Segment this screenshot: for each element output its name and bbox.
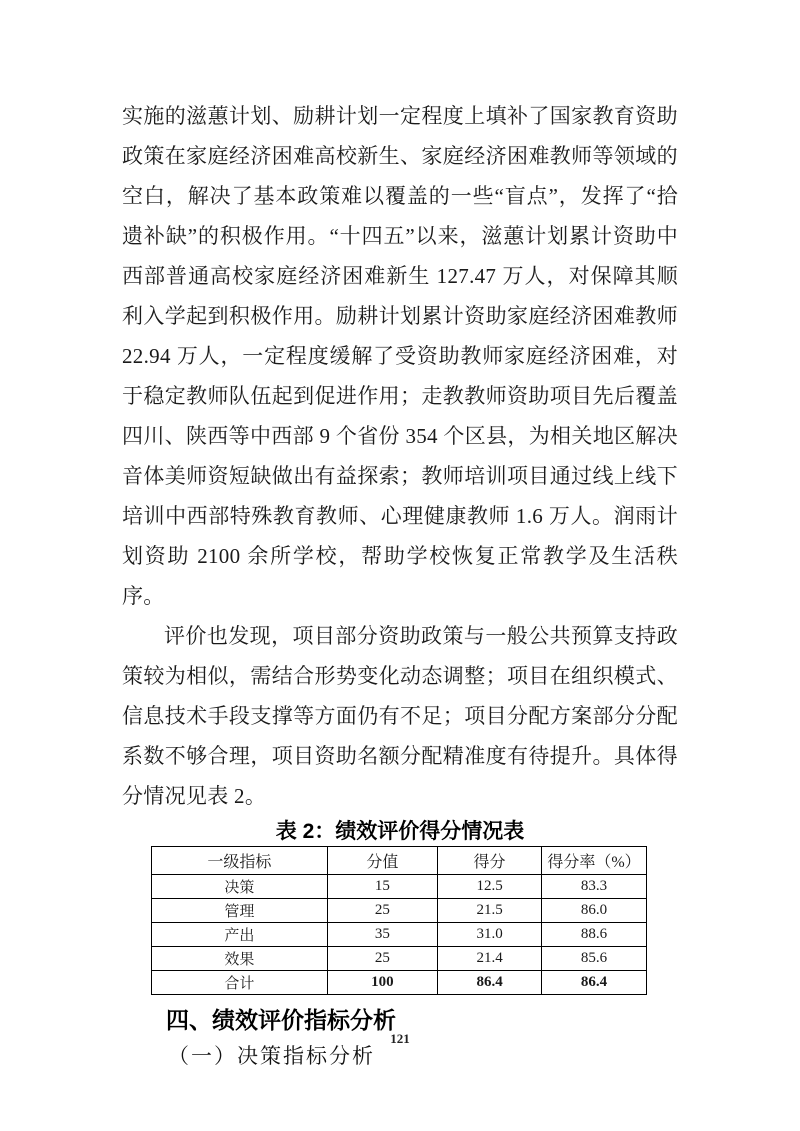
cell-indicator: 管理 [152,899,328,923]
cell-max-score: 25 [327,947,437,971]
cell-score: 21.4 [438,947,542,971]
cell-score-rate: 85.6 [542,947,647,971]
col-header-max-score: 分值 [327,847,437,875]
table-row [152,947,647,971]
cell-score: 12.5 [438,875,542,899]
cell-score: 31.0 [438,923,542,947]
table-header-row [152,847,647,875]
cell-score-rate: 86.0 [542,899,647,923]
cell-indicator: 效果 [152,947,328,971]
cell-score-rate: 88.6 [542,923,647,947]
cell-indicator: 合计 [152,971,328,995]
cell-max-score: 25 [327,899,437,923]
cell-max-score: 35 [327,923,437,947]
cell-score-rate: 83.3 [542,875,647,899]
cell-score: 21.5 [438,899,542,923]
table-row [152,923,647,947]
table-title: 表 2：绩效评价得分情况表 [275,820,525,843]
col-header-score-rate: 得分率（%） [542,847,647,875]
page-content [122,96,678,1069]
cell-indicator: 产出 [152,923,328,947]
cell-score: 86.4 [438,971,542,995]
paragraph-achievements: 实施的滋蕙计划、励耕计划一定程度上填补了国家教育资助政策在家庭经济困难高校新生、家庭经济困难教师等领域的空白，解决了基本政策难以覆盖的一些“盲点”，发挥了“拾遗补缺”的积极作用。“十四五”以来，滋蕙计划累计资助中西部普通高校家庭经济困难新生 127.47 万人，对保障其顺利入学起到积极作用。励耕计划累计资助家庭经济困难教师 22.94 万人，一定程度缓解了受资助教师家庭经济困难，对于稳定教师队伍起到促进作用；走教教师资助项目先后覆盖四川、陕西等中西部 9 个省份 354 个区县，为相关地区解决音体美师资短缺做出有益探索；教师培训项目通过线上线下培训中西部特殊教育教师、心理健康教师 1.6 万人。润雨计划资助 2100 余所学校，帮助学校恢复正常教学及生活秩序。 [122,104,678,608]
cell-score-rate: 86.4 [542,971,647,995]
table-row-total [152,971,647,995]
page-number: 121 [390,1031,410,1046]
paragraph-findings: 评价也发现，项目部分资助政策与一般公共预算支持政策较为相似，需结合形势变化动态调整；项目在组织模式、信息技术手段支撑等方面仍有不足；项目分配方案部分分配系数不够合理，项目资助名额分配精准度有待提升。具体得分情况见表 2。 [122,624,678,808]
col-header-score: 得分 [438,847,542,875]
cell-indicator: 决策 [152,875,328,899]
cell-max-score: 15 [327,875,437,899]
table-row [152,899,647,923]
section-heading: 四、绩效评价指标分析 [166,1007,396,1033]
col-header-indicator: 一级指标 [152,847,328,875]
cell-max-score: 100 [327,971,437,995]
score-table [151,846,647,995]
table-row [152,875,647,899]
subsection-heading: （一）决策指标分析 [168,1044,375,1068]
